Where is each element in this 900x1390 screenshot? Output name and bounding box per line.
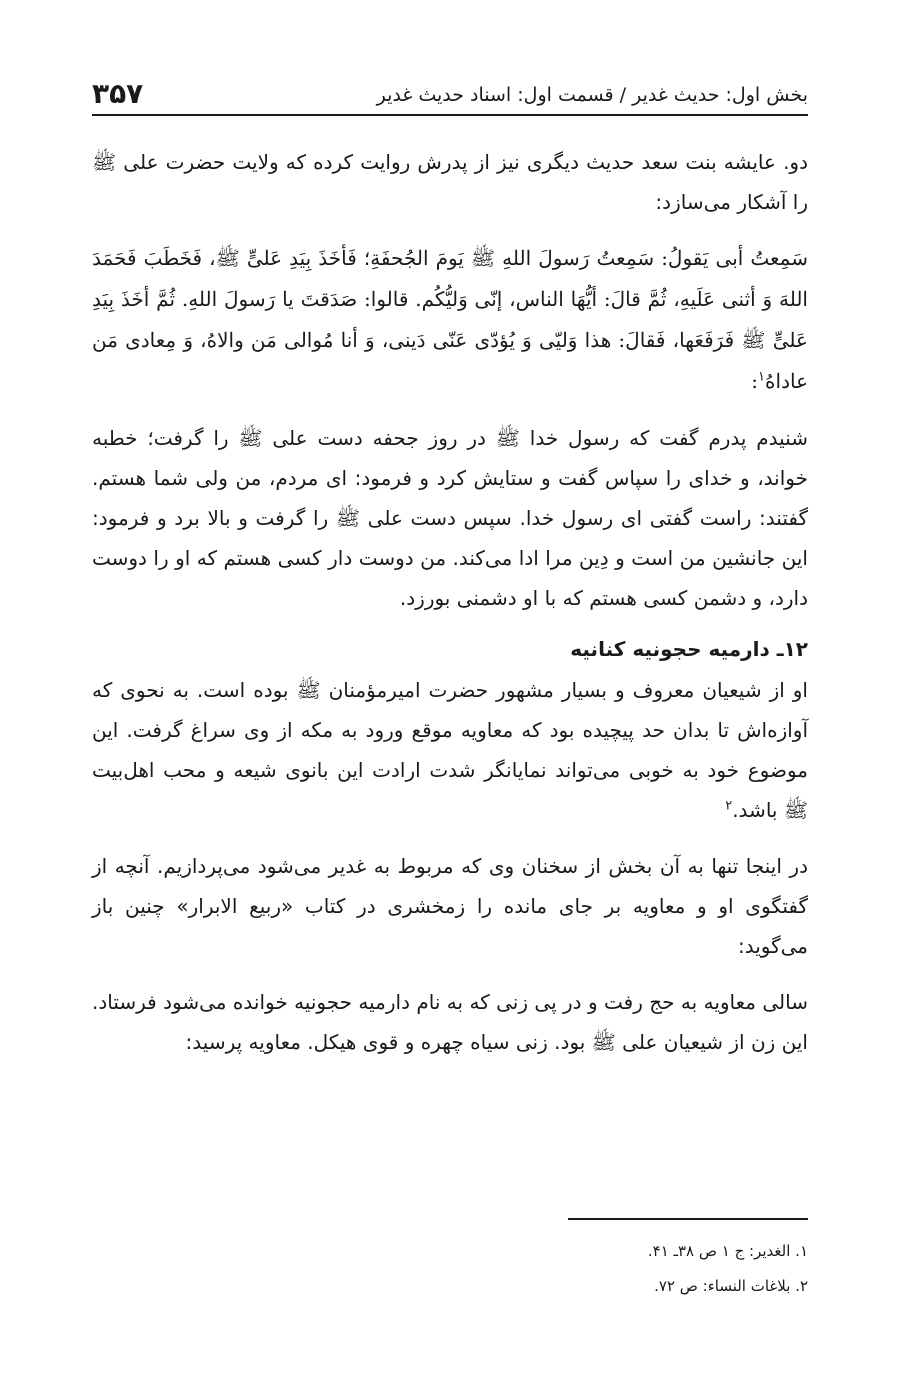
intro-paragraph: دو. عایشه بنت سعد حدیث دیگری نیز از پدرش روایت کرده که ولایت حضرت علی ﷺ را آشکار می‌سازد: — [92, 150, 808, 214]
footnote-separator — [568, 1218, 808, 1220]
footnote-ref-2: ۲ — [725, 798, 733, 814]
section-paragraph-text: او از شیعیان معروف و بسیار مشهور حضرت امیرمؤمنان ﷺ بوده است. به نحوی که آوازه‌اش تا بدان حد پیچیده بود که معاویه موقع ورود به مکه از وی سراغ گرفت. این موضوع خود به خوبی می‌تواند نمایانگر شدت ارادت این بانوی شیعه و محب اهل‌بیت ﷺ باشد. — [92, 678, 808, 822]
footnote-2: ۲. بلاغات النساء: ص ۷۲. — [654, 1277, 808, 1295]
book-page — [92, 0, 808, 1390]
section-paragraph — [92, 670, 808, 830]
page-number: ۳۵۷ — [92, 77, 144, 110]
footnotes — [92, 1236, 808, 1306]
page-body — [92, 142, 808, 1078]
arabic-hadith-end: : — [751, 369, 759, 393]
section-heading: ۱۲ـ دارمیه حجونیه کنانیه — [570, 637, 808, 661]
footnote-1: ۱. الغدیر: ج ۱ ص ۳۸ـ ۴۱. — [647, 1242, 808, 1260]
translation-paragraph: شنیدم پدرم گفت که رسول خدا ﷺ در روز جحفه دست علی ﷺ را گرفت؛ خطبه خواند، و خدای را سپاس گفت و ستایش کرد و فرمود: ای مردم، من ولی شما هستم. گفتند: راست گفتی ای رسول خدا. سپس دست علی ﷺ را گرفت و بالا برد و فرمود: این جانشین من است و دِین مرا ادا می‌کند. من دوست دار کسی هستم که او را دوست دارد، و دشمن کسی هستم که با او دشمنی بورزد. — [92, 426, 808, 610]
arabic-hadith-quote — [92, 238, 808, 402]
footnote-ref-1: ۱ — [758, 369, 766, 385]
arabic-hadith-text: سَمِعتُ أبی یَقولُ: سَمِعتُ رَسولَ اللهِ ﷺ یَومَ الجُحفَةِ؛ فَأخَذَ بِیَدِ عَلیٍّ ﷺ، فَخَطَبَ فَحَمَدَ اللهَ وَ أثنی عَلَیهِ، ثُمَّ قالَ: أیُّهَا الناس، إنّی وَلیُّکُم. قالوا: صَدَقتَ یا رَسولَ اللهِ. ثُمَّ أخَذَ بِیَدِ عَلیٍّ ﷺ فَرَفَعَها، فَقالَ: هذا وَلیّی وَ یُؤدّی عَنّی دَینی، وَ أنا مُوالی مَن والاهُ، وَ مِعادی مَن عاداهُ — [92, 246, 808, 393]
page-header — [92, 70, 808, 116]
story-paragraph: سالی معاویه به حج رفت و در پی زنی که به نام دارمیه حجونیه خوانده می‌شود فرستاد. این زن از شیعیان علی ﷺ بود. زنی سیاه چهره و قوی هیکل. معاویه پرسید: — [92, 990, 808, 1054]
running-head: بخش اول: حدیث غدیر / قسمت اول: اسناد حدیث غدیر — [376, 84, 808, 106]
zamakhshari-paragraph: در اینجا تنها به آن بخش از سخنان وی که مربوط به غدیر می‌شود می‌پردازیم. آنچه از گفتگوی او و معاویه بر جای مانده را زمخشری در کتاب «ربیع الابرار» چنین باز می‌گوید: — [92, 854, 808, 958]
